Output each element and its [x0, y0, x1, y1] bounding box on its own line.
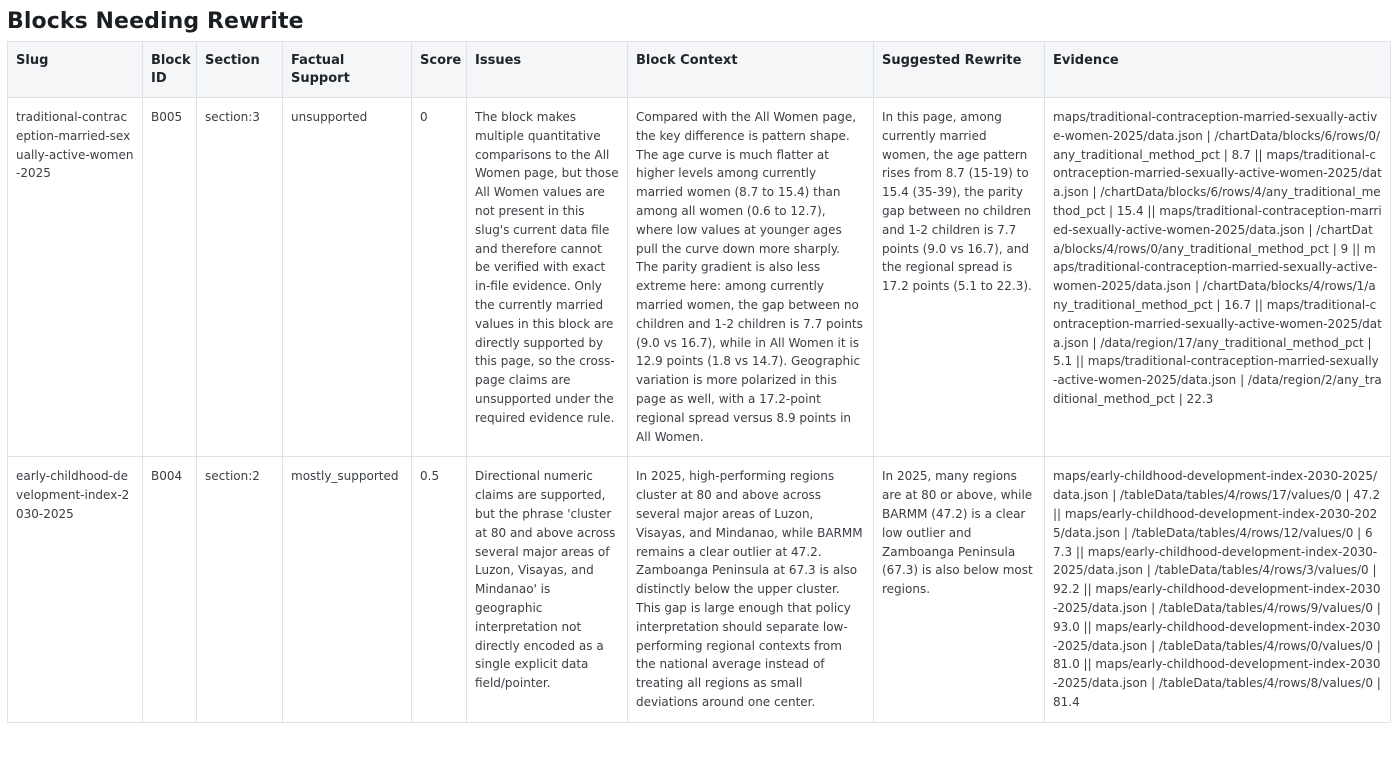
cell-block-id: B005: [143, 98, 197, 457]
cell-evidence: maps/early-childhood-development-index-2030-2025/data.json | /tableData/tables/4/rows/17/values/0 | 47.2 || maps/early-childhood-development-index-2030-2025/data.json | /tableData/tables/4/rows/12/values/0 | 67.3 || maps/early-childhood-development-index-2030-2025/data.json | /tableData/tables/4/rows/3/values/0 | 92.2 || maps/early-childhood-development-index-2030-2025/data.json | /tableData/tables/4/rows/9/values/0 | 93.0 || maps/early-childhood-development-index-2030-2025/data.json | /tableData/tables/4/rows/0/values/0 | 81.0 || maps/early-childhood-development-index-2030-2025/data.json | /tableData/tables/4/rows/8/values/0 | 81.4: [1045, 457, 1391, 722]
table-header: [8, 42, 1391, 98]
column-header-issues[interactable]: Issues: [467, 42, 628, 98]
cell-slug: early-childhood-development-index-2030-2025: [8, 457, 143, 722]
table-row: [8, 98, 1391, 457]
column-header-score[interactable]: Score: [412, 42, 467, 98]
cell-evidence: maps/traditional-contraception-married-sexually-active-women-2025/data.json | /chartData/blocks/6/rows/0/any_traditional_method_pct | 8.7 || maps/traditional-contraception-married-sexually-active-women-2025/data.json | /chartData/blocks/6/rows/4/any_traditional_method_pct | 15.4 || maps/traditional-contraception-married-sexually-active-women-2025/data.json | /chartData/blocks/4/rows/0/any_traditional_method_pct | 9 || maps/traditional-contraception-married-sexually-active-women-2025/data.json | /chartData/blocks/4/rows/1/any_traditional_method_pct | 16.7 || maps/traditional-contraception-married-sexually-active-women-2025/data.json | /data/region/17/any_traditional_method_pct | 5.1 || maps/traditional-contraception-married-sexually-active-women-2025/data.json | /data/region/2/any_traditional_method_pct | 22.3: [1045, 98, 1391, 457]
column-header-block-context[interactable]: Block Context: [628, 42, 874, 98]
page-title: Blocks Needing Rewrite: [7, 9, 304, 34]
header-row: [8, 42, 1391, 98]
cell-block-context: Compared with the All Women page, the key difference is pattern shape. The age curve is much flatter at higher levels among currently married women (8.7 to 15.4) than among all women (0.6 to 12.7), where low values at younger ages pull the curve down more sharply. The parity gradient is also less extreme here: among currently married women, the gap between no children and 1-2 children is 7.7 points (9.0 vs 16.7), while in All Women it is 12.9 points (1.8 vs 14.7). Geographic variation is more polarized in this page as well, with a 17.2-point regional spread versus 8.9 points in All Women.: [628, 98, 874, 457]
column-header-evidence[interactable]: Evidence: [1045, 42, 1391, 98]
table-body: [8, 98, 1391, 723]
cell-score: 0.5: [412, 457, 467, 722]
cell-issues: The block makes multiple quantitative comparisons to the All Women page, but those All Women values are not present in this slug's current data file and therefore cannot be verified with exact in-file evidence. Only the currently married values in this block are directly supported by this page, so the cross-page claims are unsupported under the required evidence rule.: [467, 98, 628, 457]
cell-section: section:3: [197, 98, 283, 457]
cell-score: 0: [412, 98, 467, 457]
cell-issues: Directional numeric claims are supported, but the phrase 'cluster at 80 and above across several major areas of Luzon, Visayas, and Mindanao' is geographic interpretation not directly encoded as a single explicit data field/pointer.: [467, 457, 628, 722]
column-header-section[interactable]: Section: [197, 42, 283, 98]
cell-section: section:2: [197, 457, 283, 722]
cell-slug: traditional-contraception-married-sexually-active-women-2025: [8, 98, 143, 457]
column-header-block-id[interactable]: Block ID: [143, 42, 197, 98]
column-header-suggested-rewrite[interactable]: Suggested Rewrite: [874, 42, 1045, 98]
column-header-slug[interactable]: Slug: [8, 42, 143, 98]
blocks-table: [7, 41, 1391, 723]
column-header-factual-support[interactable]: Factual Support: [283, 42, 412, 98]
cell-suggested-rewrite: In 2025, many regions are at 80 or above, while BARMM (47.2) is a clear low outlier and Zamboanga Peninsula (67.3) is also below most regions.: [874, 457, 1045, 722]
cell-factual-support: unsupported: [283, 98, 412, 457]
cell-block-context: In 2025, high-performing regions cluster at 80 and above across several major areas of Luzon, Visayas, and Mindanao, while BARMM remains a clear outlier at 47.2. Zamboanga Peninsula at 67.3 is also distinctly below the upper cluster. This gap is large enough that policy interpretation should separate low-performing regional contexts from the national average instead of treating all regions as small deviations around one center.: [628, 457, 874, 722]
cell-suggested-rewrite: In this page, among currently married women, the age pattern rises from 8.7 (15-19) to 15.4 (35-39), the parity gap between no children and 1-2 children is 7.7 points (9.0 vs 16.7), and the regional spread is 17.2 points (5.1 to 22.3).: [874, 98, 1045, 457]
table-row: [8, 457, 1391, 722]
cell-factual-support: mostly_supported: [283, 457, 412, 722]
cell-block-id: B004: [143, 457, 197, 722]
